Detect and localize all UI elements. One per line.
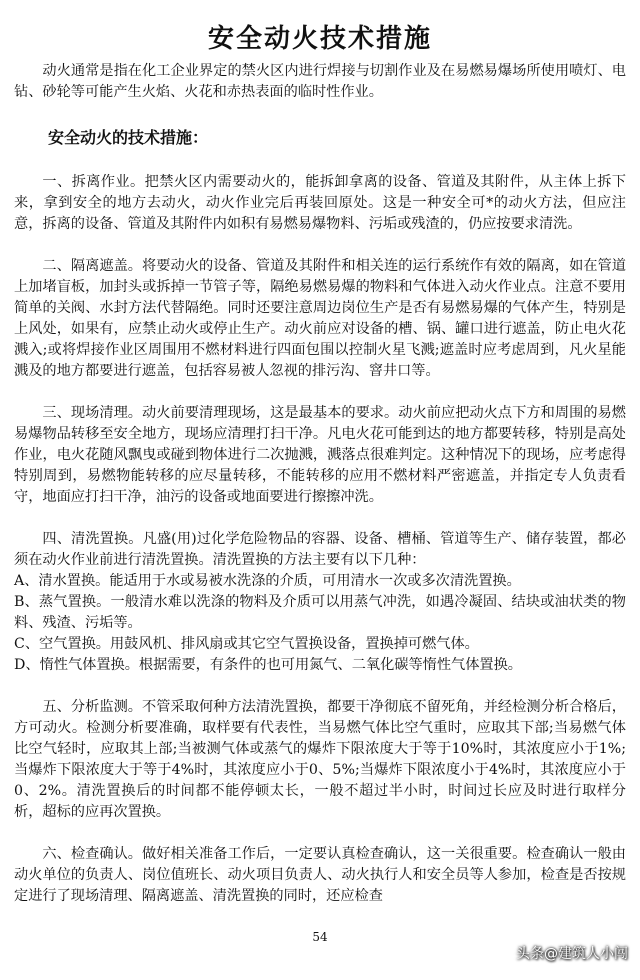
section-3-paragraph: 三、现场清理。动火前要清理现场，这是最基本的要求。动火前应把动火点下方和周围的易燃易爆物品转移至安全地方，现场应清理打扫干净。凡电火花可能到达的地方都要转移，特别是高处作业，电火花随风飘曳或碰到物体进行二次抛溅，溅落点很难判定。这种情况下的现场，应考虑得特别周到，易燃物能转移的应尽量转移，不能转移的应用不燃材料严密遮盖，并指定专人负责看守，地面应打扫干净，油污的设备或地面要进行擦擦冲洗。 <box>14 405 626 505</box>
list-item: B、蒸气置换。一般清水难以洗涤的物料及介质可以用蒸气冲洗，如遇冷凝固、结块或油状类的物料、残渣、污垢等。 <box>14 594 626 631</box>
section-4-paragraph: 四、清洗置换。凡盛(用)过化学危险物品的容器、设备、槽桶、管道等生产、储存装置，都必须在动火作业前进行清洗置换。清洗置换的方法主要有以下几种： <box>14 531 626 568</box>
section-heading: 安全动火的技术措施： <box>48 128 209 147</box>
section-4-block <box>14 529 626 676</box>
intro-paragraph: 动火通常是指在化工企业界定的禁火区内进行焊接与切割作业及在易燃易爆场所使用喷灯、电钻、砂轮等可能产生火焰、火花和赤热表面的临时性作业。 <box>14 63 626 100</box>
page-title: 安全动火技术措施 <box>207 24 432 54</box>
section-1-paragraph: 一、拆离作业。把禁火区内需要动火的，能拆卸拿离的设备、管道及其附件，从主体上拆下来，拿到安全的地方去动火，动火作业完后再装回原处。这是一种安全可*的动火方法，但应注意，拆离的设备、管道及其附件内如积有易燃易爆物料、污垢或残渣的，仍应按要求清洗。 <box>14 174 626 232</box>
document-page <box>14 18 626 907</box>
section-6-paragraph: 六、检查确认。做好相关准备工作后，一定要认真检查确认，这一关很重要。检查确认一般由动火单位的负责人、岗位值班长、动火项目负责人、动火执行人和安全员等人参加，检查是否按规定进行了现场清理、隔离遮盖、清洗置换的同时，还应检查 <box>14 846 626 904</box>
list-item: C、空气置换。用鼓风机、排风扇或其它空气置换设备，置换掉可燃气体。 <box>14 636 479 652</box>
section-5-paragraph: 五、分析监测。不管采取何种方法清洗置换，都要干净彻底不留死角，并经检测分析合格后，方可动火。检测分析要准确，取样要有代表性，当易燃气体比空气重时，应取其下部;当易燃气体比空气轻时，应取其上部;当被测气体或蒸气的爆炸下限浓度大于等于10%时，其浓度应小于1%;当爆炸下限浓度大于等于4%时，其浓度应小于0、5%;当爆炸下限浓度小于4%时，其浓度应小于0、2%。清洗置换后的时间都不能停顿太长，一般不超过半小时，时间过长应及时进行取样分析，超标的应再次置换。 <box>14 699 626 820</box>
list-item: D、惰性气体置换。根据需要，有条件的也可用氮气、二氧化碳等惰性气体置换。 <box>14 657 522 673</box>
watermark: 头条@建筑人小闯 <box>516 946 628 962</box>
list-item: A、清水置换。能适用于水或易被水洗涤的介质，可用清水一次或多次清洗置换。 <box>14 573 521 589</box>
page-number: 54 <box>312 930 328 944</box>
section-2-paragraph: 二、隔离遮盖。将要动火的设备、管道及其附件和相关连的运行系统作有效的隔离，如在管道上加堵盲板，加封头或拆掉一节管子等，隔绝易燃易爆的物料和气体进入动火作业点。注意不要用简单的关阀、水封方法代替隔绝。同时还要注意周边岗位生产是否有易燃易爆的气体产生，特别是上风处，如果有，应禁止动火或停止生产。动火前应对设备的槽、锅、罐口进行遮盖，防止电火花溅入;或将焊接作业区周围用不燃材料进行四面包围以控制火星飞溅;遮盖时应考虑周到，凡火星能溅及的地方都要进行遮盖，包括容易被人忽视的排污沟、窨井口等。 <box>14 258 626 379</box>
